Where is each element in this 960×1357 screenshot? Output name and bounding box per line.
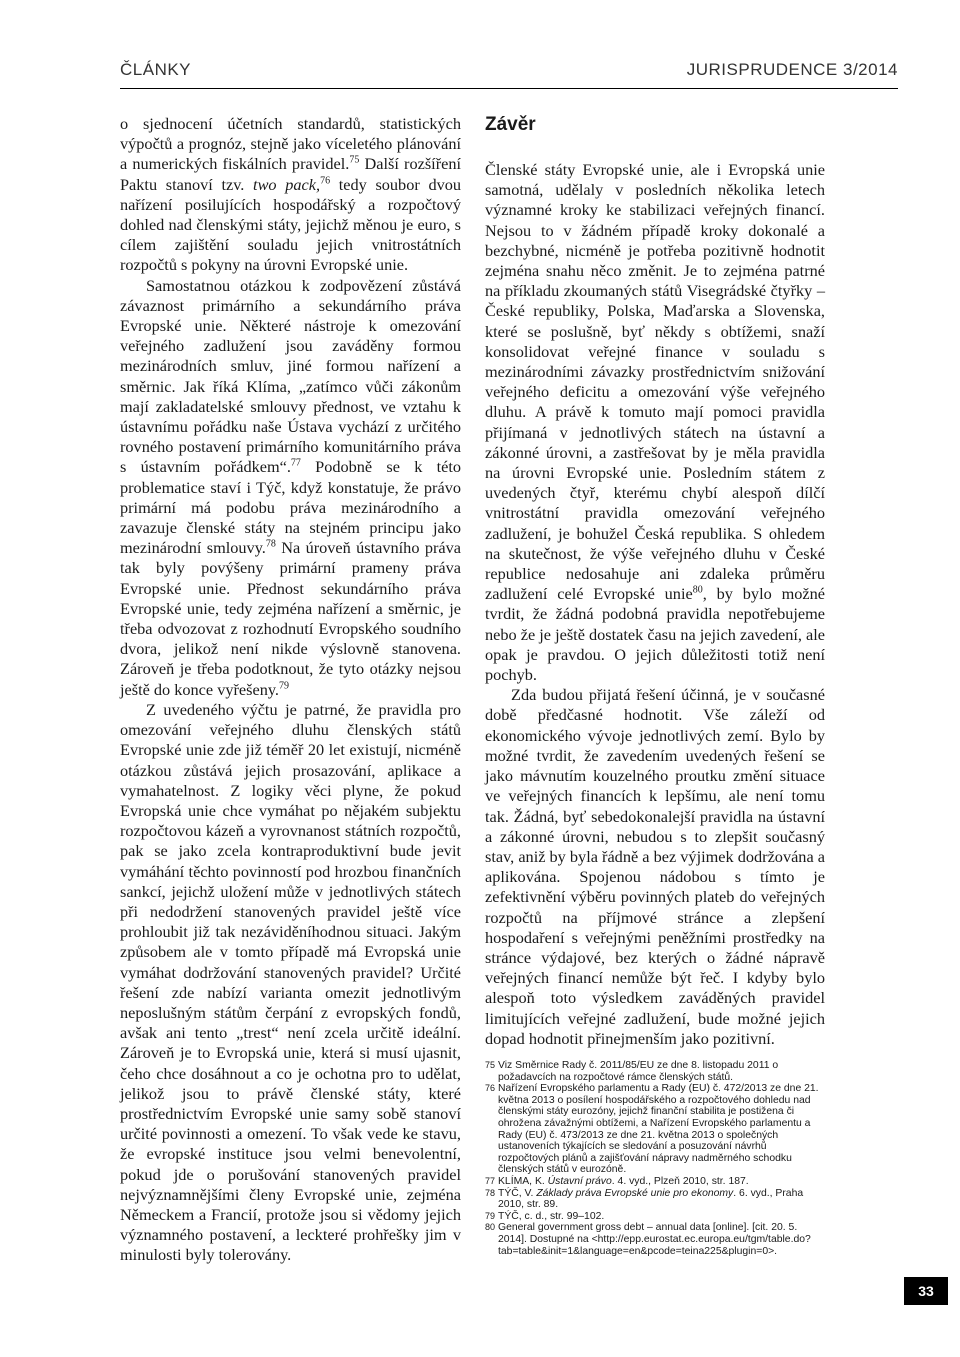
paragraph [120, 114, 461, 276]
italic-term: two pack, [253, 174, 321, 194]
text: Další rozšíření Paktu stanoví tzv. [120, 154, 462, 194]
text: Podobně se k této problematice staví i Týč, když konstatuje, že právo primární má podobu práva mezinárodního a zavazuje členské státy na stejném principu jako mezinárodní smlouvy. [120, 457, 461, 558]
footnote-text: Viz Směrnice Rady č. 2011/85/EU ze dne 8. listopadu 2011 o požadavcích na rozpočtové rámce členských států. [498, 1060, 779, 1083]
footnote-number: 77 [485, 1175, 496, 1186]
footnote [485, 1083, 825, 1176]
footnote-number: 76 [485, 1083, 496, 1094]
text: Členské státy Evropské unie, ale i Evropská unie samotná, udělaly v posledních několika letech významné kroky ke stabilizaci veřejných financí. Nejsou to v žádném případě kroky dokonalé a bezchybné, nicméně je potřeba pozitivně hodnotit zejména snahu něco změnit. Je to zejména patrné na příkladu zkoumaných států Visegrádské čtyřky – České republiky, Polska, Maďarska a Slovenska, které se poslušně, byť někdy s obtížemi, snaží konsolidovat veřejné finance v souladu s mezinárodními závazky prostřednictvím snižování veřejného deficitu a omezování výše veřejného dluhu. A právě k tomuto mají pomoci pravidla přijímaná v jednotlivých státech na ústavní a zákonné úrovni, a zastřešovat by je měla pravidla na úrovni Evropské unie. Posledním státem z uvedených čtyř, kterému chybí alespoň dílčí vnitrostátní pravidla omezování veřejného zadlužení, je bohužel Česká republika. S ohledem na skutečnost, že výše veřejného dluhu v České republice nedosahuje ani zdaleka průměru zadlužení celé Evropské unie [485, 160, 825, 604]
footnote-ref: 79 [279, 680, 289, 692]
text: o sjednocení účetních standardů, statistických výpočtů a prognóz, stejně jako víceletého plánování a numerických fiskálních pravidel. [120, 114, 461, 174]
journal-title: JURISPRUDENCE 3/2014 [686, 60, 898, 79]
text: Samostatnou otázkou k zodpovězení zůstává závaznost primárního a sekundárního práva Evropské unie. Některé nástroje k omezování veřejného zadlužení jsou zaváděny formou mezinárodních smluv, jiné formou nařízení a směrnic. Jak říká Klíma, „zatímco vůči zákonům mají zakladatelské smlouvy přednost, ve vztahu k ústavnímu pořádku naše Ústava vychází z určitého rovného postavení primárního komunitárního práva s ústavním pořádkem“. [120, 275, 461, 477]
footnote [485, 1060, 825, 1083]
left-column [120, 114, 461, 1266]
footnote-text [498, 1176, 825, 1188]
right-column [485, 114, 825, 1049]
footnote-ref: 78 [265, 538, 276, 550]
book-title: Základy práva Evropské unie pro ekonomy [536, 1187, 734, 1199]
text: . 6. vyd., Praha 2010, str. 89. [498, 1187, 804, 1211]
text: TÝČ, V. [498, 1187, 537, 1199]
paragraph [485, 160, 825, 685]
text: , by bylo možné tvrdit, že žádná podobná pravidla nepotřebujeme nebo že je ještě dostatek času na jejich zavedení, ale opak je pravdou. O jejich důležitosti totiž není pochyb. [485, 584, 825, 685]
footnote-text: TÝČ, c. d., str. 99–102. [498, 1210, 605, 1222]
section-label: ČLÁNKY [120, 60, 192, 79]
paragraph [120, 276, 461, 700]
text: Na úroveň ústavního práva tak byly povýšeny primární prameny práva Evropské unie. Přednost sekundárního práva Evropské unie, tedy zejména nařízení a směrnic, je třeba odvozovat z rozhodnutí Evropského soudního dvora, jelikož není nikde výslovně stanovena. Zároveň je třeba podotknout, že tyto otázky nejsou ještě do konce vyřešeny. [120, 538, 461, 699]
footnote-ref: 80 [692, 584, 703, 596]
footnote-ref: 75 [349, 154, 360, 166]
footnote [485, 1188, 825, 1211]
footnote-ref: 77 [290, 458, 301, 470]
footnote-text [498, 1188, 825, 1211]
footnote [485, 1222, 825, 1257]
text: tedy soubor dvou nařízení posilujících hospodářský a rozpočtový dohled nad členskými státy, jejichž měnou je euro, s cílem zajištění souladu jejich vnitrostátních rozpočtů s pokyny na úrovni Evropské unie. [120, 174, 462, 275]
footnote [485, 1211, 825, 1223]
header-divider [120, 88, 898, 89]
book-title: Ústavní právo [547, 1175, 612, 1187]
page-number: 33 [904, 1277, 948, 1305]
footnote-number: 75 [485, 1060, 496, 1070]
text: . 4. vyd., Plzeň 2010, str. 187. [611, 1175, 749, 1187]
footnotes [485, 1060, 825, 1257]
footnote-text: Nařízení Evropského parlamentu a Rady (EU) č. 472/2013 ze dne 21. května 2013 o posílení hospodářského a rozpočtového dohledu nad členskými státy eurozóny, jejichž finanční stabilita je postižena či ohrožena závažnými obtížemi, a Nařízení Evropského parlamentu a Rady (EU) č. 473/2013 ze dne 21. května 2013 o společných ustanoveních týkajících se sledování a posuzování návrhů rozpočtových plánů a zajišťování nápravy nadměrného schodku členských států v eurozóně. [498, 1083, 819, 1176]
footnote [485, 1176, 825, 1188]
text: KLÍMA, K. [498, 1175, 548, 1187]
footnote-number: 78 [485, 1187, 496, 1198]
footnote-ref: 76 [320, 175, 331, 187]
footnote-text: General government gross debt – annual data [online]. [cit. 20. 5. 2014]. Dostupné na <http://epp.eurostat.ec.europa.eu/tgm/table.do?tab=table&init=1&language=en&pcode=teina225&plugin=0>. [498, 1222, 811, 1257]
section-heading: Závěr [485, 114, 536, 135]
paragraph: Z uvedeného výčtu je patrné, že pravidla pro omezování veřejného dluhu členských států Evropské unie zde již téměř 20 let existují, nicméně otázkou zůstává jejich prosazování, aplikace a vymahatelnost. Z logiky věci plyne, že pokud Evropská unie chce vymáhat po nějakém subjektu rozpočtovou kázeň a vyrovnanost státních rozpočtů, pak se jako zcela kontraproduktivní bude jevit vymáhání těchto povinností pod hrozbou finančních sankcí, jejichž uložení může v jednotlivých státech při nedodržení stanovených pravidel ještě více prohloubit již tak nezáviděníhodnou situaci. Jakým způsobem ale v tomto případě má Evropská unie vymáhat dodržování stanovených pravidel? Určité řešení zde nabízí varianta omezit jednotlivým neposlušným státům čerpání z evropských fondů, avšak ani tento „trest“ není zcela určitě ideální. Zároveň je to Evropská unie, která si musí ujasnit, čeho chce dosáhnout a co je ochotna pro to udělat, jelikož jsou to právě členské státy, které prostřednictvím Evropské unie samy sobě stanoví určité povinnosti a omezení. To však vede ke stavu, že evropské instituce jsou velmi benevolentní, pokud jde o porušování stanovených pravidel nejvýznamnějšími členy Evropské unie, zejména Německem a Francií, protože jsou si vědomy jejich významného postavení, a leckteré prohřešky jim v minulosti byly tolerovány. [120, 699, 461, 1265]
footnote-number: 80 [485, 1222, 496, 1233]
footnote-number: 79 [485, 1210, 496, 1221]
paragraph: Zda budou přijatá řešení účinná, je v současné době předčasné hodnotit. Vše záleží od ekonomického vývoje jednotlivých zemí. Bylo by možné tvrdit, že zavedením uvedených řešení se jako mávnutím kouzelného proutku změní situace ve veřejných financích k lepšímu, ale není tomu tak. Žádná, byť sebedokonalejší pravidla na ústavní a zákonné úrovni, nebudou s to zlepšit současný stav, aniž by byla řádně a bez výjimek dodržována a aplikována. Spojenou nádobou s tímto je zefektivnění výběru povinných plateb do veřejných rozpočtů na příjmové stránce a zlepšení hospodaření s veřejnými peněžními prostředky na stránce výdajové, bez kterých o žádné nápravě veřejných financí nemůže být řeč. I kdyby bylo alespoň toto výsledkem zaváděných pravidel limitujících veřejné zadlužení, bude možné jejich dopad hodnotit přinejmenším jako pozitivní. [485, 685, 825, 1048]
